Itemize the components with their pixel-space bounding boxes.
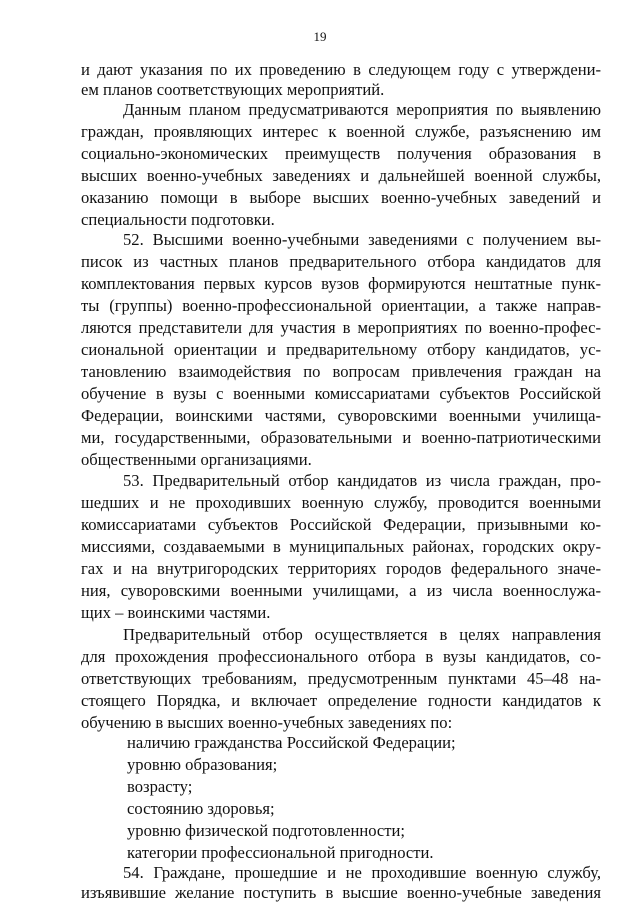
text-line: ния, суворовскими военными училищами, а из числа военнослужа- xyxy=(81,581,601,600)
page-number: 19 xyxy=(313,29,327,44)
text-line: ем планов соответствующих мероприятий. xyxy=(81,80,385,99)
text-line: ответствующих требованиям, предусмотренным пунктами 45–48 на- xyxy=(81,669,601,688)
text-line: специальности подготовки. xyxy=(81,210,275,229)
text-line: тановлению взаимодействия по вопросам привлечения граждан на xyxy=(81,362,601,381)
text-line: комплектования первых курсов вузов формируются нештатные пунк- xyxy=(81,274,601,293)
text-line: ми, государственными, образовательными и военно-патриотическими xyxy=(81,428,601,447)
text-line: оказанию помощи в выборе высших военно-учебных заведений и xyxy=(81,188,601,207)
text-line: обучению в высших военно-учебных заведениях по: xyxy=(81,713,453,732)
text-line: Предварительный отбор осуществляется в целях направления xyxy=(123,625,601,644)
text-line: общественными организациями. xyxy=(81,450,312,469)
text-line: Данным планом предусматриваются мероприятия по выявлению xyxy=(123,100,601,119)
text-line: обучение в вузы с военными комиссариатами субъектов Российской xyxy=(81,384,601,403)
criteria-item: категории профессиональной пригодности. xyxy=(127,843,434,862)
text-line: ляются представители для участия в мероприятиях по военно-профес- xyxy=(81,318,601,337)
text-line: 52. Высшими военно-учебными заведениями с получением вы- xyxy=(123,230,601,249)
text-line: стоящего Порядка, и включает определение годности кандидатов к xyxy=(81,691,601,710)
text-line: изъявившие желание поступить в высшие военно-учебные заведения xyxy=(81,883,601,902)
text-line: социально-экономических преимуществ получения образования в xyxy=(81,144,601,163)
text-line: и дают указания по их проведению в следующем году с утверждени- xyxy=(81,60,601,79)
text-line: 53. Предварительный отбор кандидатов из числа граждан, про- xyxy=(123,471,601,490)
text-line: для прохождения профессионального отбора в вузы кандидатов, со- xyxy=(81,647,601,666)
text-line: миссиями, создаваемыми в муниципальных районах, городских окру- xyxy=(81,537,601,556)
criteria-item: уровню физической подготовленности; xyxy=(127,821,406,840)
text-line: писок из частных планов предварительного отбора кандидатов для xyxy=(81,252,601,271)
text-line: высших военно-учебных заведениях и дальнейшей военной службы, xyxy=(81,166,601,185)
text-line: граждан, проявляющих интерес к военной службе, разъяснению им xyxy=(81,122,601,141)
text-line: ты (группы) военно-профессиональной ориентации, а также направ- xyxy=(81,296,601,315)
text-line: гах и на внутригородских территориях городов федерального значе- xyxy=(81,559,601,578)
text-line: комиссариатами субъектов Российской Федерации, призывными ко- xyxy=(81,515,601,534)
criteria-item: состоянию здоровья; xyxy=(127,799,275,818)
criteria-item: уровню образования; xyxy=(127,755,278,774)
criteria-item: наличию гражданства Российской Федерации; xyxy=(127,733,456,752)
text-line: щих – воинскими частями. xyxy=(81,603,271,622)
text-line: Федерации, воинскими частями, суворовскими военными училища- xyxy=(81,406,601,425)
text-line: сиональной ориентации и предварительному отбору кандидатов, ус- xyxy=(81,340,601,359)
criteria-item: возрасту; xyxy=(127,777,193,796)
text-line: 54. Граждане, прошедшие и не проходившие военную службу, xyxy=(123,863,601,882)
text-line: шедших и не проходивших военную службу, проводится военными xyxy=(81,493,601,512)
